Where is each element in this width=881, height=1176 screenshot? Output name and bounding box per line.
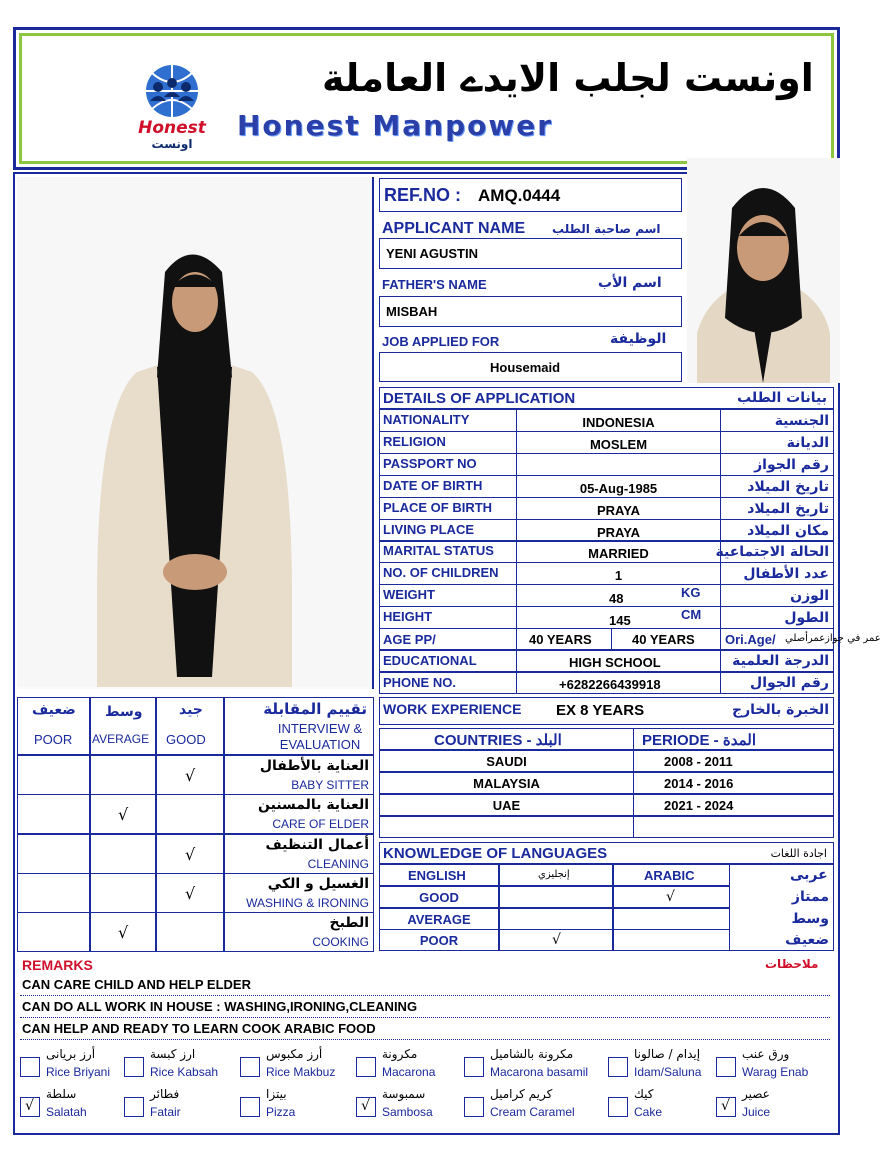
detail-label-ar: الديانة (786, 434, 829, 451)
interview-skill-ar: العناية بالأطفال (259, 758, 369, 774)
food-name-ar: بيتزا (266, 1087, 287, 1101)
job-label-ar: الوظيفة (610, 331, 667, 347)
detail-label-ar: رقم الجواز (754, 456, 829, 473)
interview-title-ar: تقييم المقابلة (263, 700, 367, 718)
interview-skill-en: CARE OF ELDER (272, 817, 369, 832)
remark-line: CAN DO ALL WORK IN HOUSE : WASHING,IRONING,CLEANING (22, 999, 418, 1014)
education-label-ar: الدرجة العلمية (732, 653, 829, 669)
full-body-portrait (17, 177, 372, 687)
countries-header-label: COUNTRIES - البلد (434, 732, 562, 749)
job-value: Housemaid (490, 360, 561, 375)
remark-underline (20, 1039, 830, 1040)
food-name-en: Sambosa (382, 1105, 433, 1119)
detail-value: 48 (609, 591, 624, 607)
experience-period-cell (633, 772, 834, 794)
detail-label: LIVING PLACE (383, 521, 475, 537)
detail-label-ar: عدد الأطفال (743, 566, 829, 583)
food-name-en: Rice Briyani (46, 1065, 111, 1079)
food-name-ar: سمبوسة (382, 1087, 426, 1101)
lang-english-label: ENGLISH (408, 868, 466, 883)
age-ori-cell (611, 628, 721, 650)
interview-skill-ar: العناية بالمسنين (258, 797, 369, 814)
detail-label: PLACE OF BIRTH (383, 499, 493, 515)
interview-skill-en: BABY SITTER (291, 778, 369, 792)
interview-title: INTERVIEW & EVALUATION (277, 721, 363, 752)
applicant-name-field (379, 238, 682, 269)
detail-value-cell (516, 584, 721, 607)
lang-english-head (379, 864, 499, 886)
lang-level-cell (379, 908, 499, 930)
interview-avg-cell (90, 794, 156, 834)
detail-label-ar: مكان الميلاد (747, 522, 829, 539)
remark-line: CAN CARE CHILD AND HELP ELDER (22, 977, 251, 992)
remark-line: CAN HELP AND READY TO LEARN COOK ARABIC FOOD (22, 1021, 376, 1036)
detail-label-ar: الجنسية (774, 413, 829, 429)
food-checkbox[interactable] (608, 1057, 628, 1077)
education-value: HIGH SCHOOL (569, 655, 661, 670)
interview-avg-cell (90, 834, 156, 874)
period-header (633, 728, 834, 750)
experience-period: 2014 - 2016 (664, 776, 734, 791)
interview-good-cell (156, 873, 224, 913)
detail-value-cell (516, 409, 721, 432)
experience-country-cell (379, 772, 634, 794)
interview-skill-ar: أعمال التنظيف (265, 836, 369, 853)
detail-row (379, 519, 834, 542)
logo-arabic: اونست (151, 137, 193, 151)
detail-row (379, 606, 834, 629)
interview-skill-cell (224, 794, 374, 834)
detail-label: PASSPORT NO (383, 455, 477, 471)
detail-label-ar: الطول (784, 610, 829, 627)
poor-ar: ضعيف (32, 702, 76, 718)
detail-label: HEIGHT (383, 609, 433, 625)
food-name-ar: أرز مكبوس (266, 1047, 323, 1061)
detail-value: INDONESIA (582, 415, 655, 430)
poor-label: POOR (34, 732, 73, 747)
food-check-mark: √ (361, 1098, 370, 1114)
education-row (379, 650, 834, 672)
interview-poor-cell (17, 794, 90, 834)
interview-poor-cell (17, 834, 90, 874)
detail-value-cell (516, 540, 721, 563)
work-experience-value: EX 8 YEARS (556, 702, 645, 719)
languages-title: KNOWLEDGE OF LANGUAGES (383, 845, 608, 862)
food-name-ar: فطائر (150, 1087, 180, 1101)
job-field (379, 352, 682, 382)
detail-value: 1 (614, 568, 623, 584)
phone-value: +6282266439918 (559, 677, 661, 692)
food-name-ar: كيك (634, 1087, 654, 1101)
food-checkbox[interactable] (240, 1057, 260, 1077)
detail-label: WEIGHT (383, 587, 435, 603)
experience-country: MALAYSIA (473, 776, 540, 791)
food-name-ar: ارز كبسة (150, 1047, 196, 1061)
age-pp-value: 40 YEARS (529, 632, 592, 647)
food-name-en: Pizza (266, 1105, 296, 1119)
details-title: DETAILS OF APPLICATION (383, 390, 576, 407)
food-checkbox[interactable] (716, 1057, 736, 1077)
detail-label-ar: تاريخ الميلاد (747, 478, 829, 495)
food-name-ar: ورق عنب (742, 1047, 790, 1061)
food-checkbox[interactable] (356, 1057, 376, 1077)
detail-value: MARRIED (588, 546, 649, 562)
food-name-en: Rice Makbuz (266, 1065, 336, 1079)
interview-skill-cell (224, 755, 374, 795)
experience-country: UAE (492, 798, 521, 813)
detail-value: PRAYA (596, 502, 641, 518)
lang-english-cell (499, 908, 613, 930)
lang-level-ar: وسط (791, 910, 829, 927)
lang-english-cell (499, 886, 613, 908)
applicant-name-value: YENI AGUSTIN (386, 246, 478, 261)
detail-label: NATIONALITY (383, 412, 470, 427)
header-inner-border (19, 33, 834, 164)
detail-value-cell (516, 519, 721, 542)
languages-title-ar: اجادة اللغات (770, 847, 827, 860)
interview-skill-cell (224, 873, 374, 913)
lang-english-mark: √ (552, 932, 561, 949)
father-name-value: MISBAH (386, 304, 438, 319)
portrait-photo (687, 158, 840, 383)
detail-label-ar: الوزن (790, 588, 829, 605)
phone-label: PHONE NO. (383, 675, 456, 690)
food-name-en: Idam/Saluna (634, 1065, 702, 1079)
detail-value-cell (516, 606, 721, 629)
detail-value-cell (516, 431, 721, 454)
experience-period-cell (633, 750, 834, 772)
interview-good-cell (156, 912, 224, 952)
detail-label: NO. OF CHILDREN (383, 565, 499, 581)
interview-skill-ar: الغسيل و الكي (267, 875, 369, 892)
lang-english-ar: إنجليزي (538, 869, 570, 880)
detail-label: DATE OF BIRTH (383, 477, 483, 493)
english-company-title: Honest Manpower (237, 109, 554, 142)
detail-row (379, 497, 834, 520)
age-ori-value: 40 YEARS (632, 632, 695, 647)
work-experience-label-ar: الخبرة بالخارج (732, 702, 829, 718)
age-pp-cell (516, 628, 612, 650)
interview-skill-en: CLEANING (307, 856, 369, 871)
remark-underline (20, 995, 830, 996)
lang-level-label: AVERAGE (407, 911, 471, 927)
interview-poor-cell (17, 755, 90, 795)
lang-level-cell (379, 886, 499, 908)
lang-arabic-mark: √ (666, 889, 675, 905)
experience-period-cell (633, 794, 834, 816)
interview-skill-ar: الطبخ (329, 915, 369, 932)
lang-arabic-head (613, 864, 730, 886)
job-label: JOB APPLIED FOR (382, 334, 500, 349)
father-name-label: FATHER'S NAME (382, 277, 487, 292)
food-name-ar: سلطة (46, 1087, 77, 1101)
interview-avg-cell (90, 912, 156, 952)
detail-row (379, 584, 834, 607)
food-name-ar: عصير (742, 1087, 770, 1101)
header-banner (13, 27, 840, 170)
interview-average-head (90, 697, 156, 755)
food-checkbox[interactable] (464, 1097, 484, 1117)
interview-good-mark: √ (185, 844, 196, 864)
interview-poor-cell (17, 873, 90, 913)
phone-row (379, 672, 834, 694)
food-checkbox[interactable] (356, 1097, 376, 1117)
languages-header (379, 842, 834, 864)
average-label: AVERAGE (92, 732, 150, 746)
food-checkbox[interactable] (240, 1097, 260, 1117)
ori-age-label: Ori.Age/ (725, 632, 776, 647)
interview-avg-cell (90, 755, 156, 795)
ref-label: REF.NO : (384, 185, 462, 205)
detail-value-cell (516, 475, 721, 498)
experience-period-cell (633, 816, 834, 838)
interview-skill-en: WASHING & IRONING (246, 895, 369, 910)
lang-arabic-cell (613, 886, 730, 908)
food-checkbox[interactable] (124, 1057, 144, 1077)
detail-unit: KG (681, 585, 701, 601)
food-name-en: Salatah (46, 1105, 87, 1119)
experience-country-cell (379, 794, 634, 816)
detail-value-cell (516, 562, 721, 585)
food-name-ar: أرز بريانى (46, 1047, 96, 1061)
food-name-en: Juice (742, 1105, 771, 1119)
details-title-ar: بيانات الطلب (737, 390, 827, 406)
experience-country-cell (379, 750, 634, 772)
interview-poor-head (17, 697, 90, 755)
phone-label-ar: رقم الجوال (750, 675, 829, 691)
remarks-title-ar: ملاحظات (765, 957, 819, 971)
period-header-label: PERIODE - المدة (642, 732, 757, 749)
detail-row (379, 475, 834, 498)
age-label-ar: عمر في جواز (825, 633, 881, 644)
food-name-ar: مكرونة بالشاميل (490, 1047, 574, 1061)
food-name-en: Rice Kabsah (150, 1065, 219, 1079)
food-checkbox[interactable] (20, 1097, 40, 1117)
food-checkbox[interactable] (716, 1097, 736, 1117)
interview-poor-cell (17, 912, 90, 952)
food-name-ar: إيدام / صالونا (634, 1047, 701, 1061)
interview-skill-cell (224, 912, 374, 952)
interview-skill-en: COOKING (312, 935, 369, 950)
detail-value: PRAYA (596, 524, 641, 540)
lang-level-ar: ضعيف (785, 932, 829, 949)
detail-label: RELIGION (383, 433, 446, 449)
detail-value: 05-Aug-1985 (579, 480, 658, 496)
experience-period: 2008 - 2011 (664, 754, 733, 769)
food-name-en: Macarona basamil (490, 1065, 589, 1079)
applicant-name-label-ar: اسم صاحبة الطلب (552, 222, 661, 236)
countries-header (379, 728, 634, 750)
company-logo (122, 61, 222, 151)
father-name-label-ar: اسم الأب (598, 275, 662, 291)
detail-row (379, 540, 834, 563)
experience-country: SAUDI (486, 754, 527, 769)
lang-arabic-cell (613, 908, 730, 930)
lang-arabic-cell (613, 929, 730, 951)
interview-skill-cell (224, 834, 374, 874)
age-label: AGE PP/ (383, 632, 436, 647)
education-label: EDUCATIONAL (383, 653, 477, 668)
work-experience-row (379, 697, 834, 725)
father-name-field (379, 296, 682, 327)
food-checkbox[interactable] (124, 1097, 144, 1117)
detail-value: 145 (609, 613, 631, 629)
detail-value-cell (516, 497, 721, 520)
interview-avg-cell (90, 873, 156, 913)
interview-avg-mark: √ (118, 923, 129, 943)
logo-text: Honest (138, 118, 206, 138)
interview-good-mark: √ (185, 766, 196, 785)
interview-good-head (156, 697, 224, 755)
experience-period: 2021 - 2024 (664, 798, 734, 813)
ref-value: AMQ.0444 (478, 186, 561, 205)
remarks-title: REMARKS (22, 957, 93, 973)
interview-good-cell (156, 794, 224, 834)
lang-arabic-ar: عربى (790, 867, 828, 883)
food-checkbox[interactable] (608, 1097, 628, 1117)
lang-arabic-label: ARABIC (644, 868, 695, 883)
work-experience-label: WORK EXPERIENCE (383, 701, 522, 717)
applicant-full-photo (17, 177, 374, 689)
age-row (379, 628, 881, 650)
applicant-name-label: APPLICANT NAME (382, 220, 526, 237)
good-label: GOOD (166, 732, 206, 747)
food-name-en: Fatair (150, 1105, 181, 1119)
detail-row (379, 453, 834, 476)
details-header (379, 387, 834, 409)
lang-english-cell (499, 929, 613, 951)
lang-level-ar: ممتاز (791, 889, 829, 905)
lang-level-label: GOOD (419, 890, 459, 905)
food-name-en: Cream Caramel (490, 1105, 575, 1119)
interview-avg-mark: √ (118, 805, 129, 825)
phone-value-cell (516, 672, 721, 694)
detail-row (379, 562, 834, 585)
food-name-en: Warag Enab (742, 1065, 809, 1079)
arabic-company-title: اونست لجلب الايدے العاملة (322, 56, 814, 100)
food-name-en: Macarona (382, 1065, 436, 1079)
ref-number-box (379, 178, 682, 212)
detail-label: MARITAL STATUS (383, 543, 494, 559)
applicant-passport-photo (687, 158, 840, 383)
remark-underline (20, 1017, 830, 1018)
interview-good-mark: √ (185, 883, 196, 903)
detail-row (379, 409, 834, 432)
food-check-mark: √ (721, 1098, 730, 1114)
education-value-cell (516, 650, 721, 672)
interview-title-head (224, 697, 374, 755)
food-name-ar: مكرونة (382, 1047, 418, 1061)
interview-good-cell (156, 755, 224, 795)
food-name-ar: كريم كراميل (490, 1087, 553, 1101)
experience-country-cell (379, 816, 634, 838)
ori-age-label-ar: عمرأصلي (785, 633, 826, 644)
detail-row (379, 431, 834, 454)
food-checkbox[interactable] (464, 1057, 484, 1077)
good-ar: جيد (179, 702, 203, 718)
food-check-mark: √ (25, 1098, 34, 1114)
lang-english-ar-head (499, 864, 613, 886)
food-checkbox[interactable] (20, 1057, 40, 1077)
lang-level-cell (379, 929, 499, 951)
detail-label-ar: تاريخ الميلاد (747, 500, 829, 517)
detail-value: MOSLEM (589, 436, 648, 452)
detail-unit: CM (681, 607, 702, 623)
detail-label-ar: الحالة الاجتماعية (715, 544, 829, 561)
detail-value-cell (516, 453, 721, 476)
food-name-en: Cake (634, 1105, 663, 1119)
lang-level-label: POOR (419, 933, 459, 949)
average-ar: وسط (105, 704, 143, 720)
interview-good-cell (156, 834, 224, 874)
